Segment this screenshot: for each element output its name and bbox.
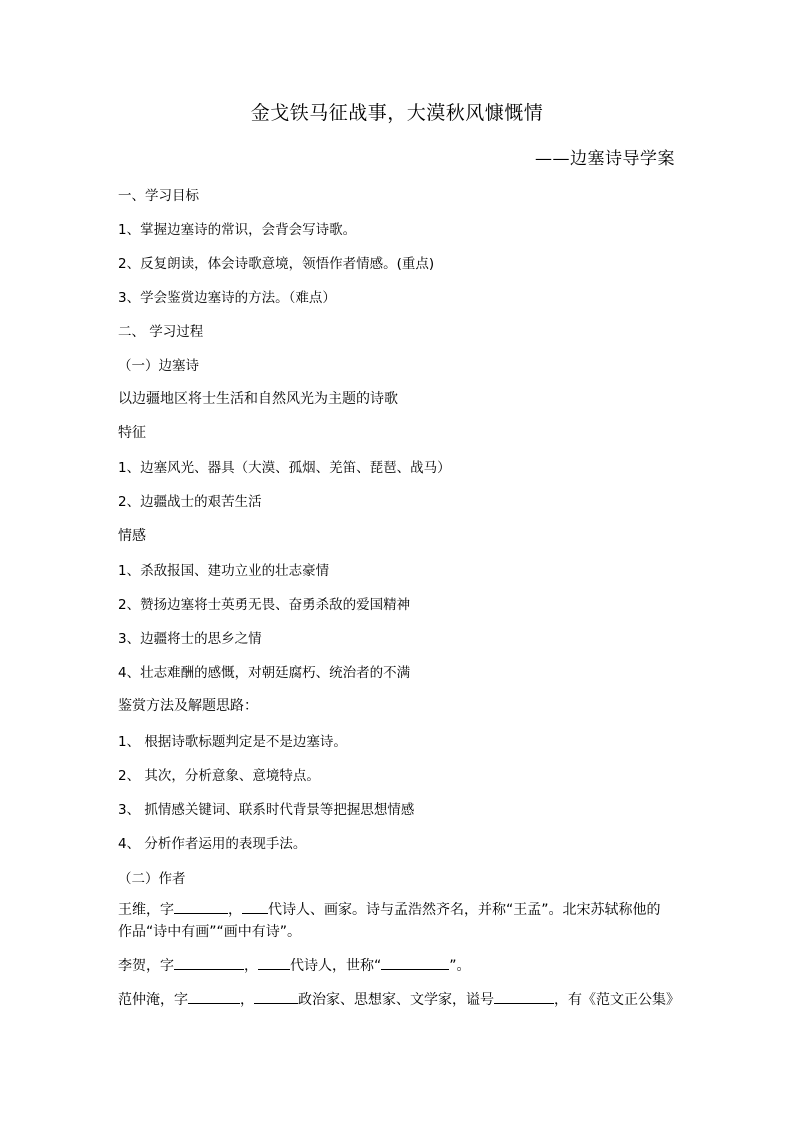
method-item: 4、 分析作者运用的表现手法。 — [118, 836, 307, 852]
lihe-text: ”。 — [449, 958, 471, 974]
objectives-heading: 一、学习目标 — [118, 188, 199, 204]
fill-blank[interactable] — [494, 989, 554, 1004]
emotion-item: 2、赞扬边塞将士英勇无畏、奋勇杀敌的爱国精神 — [118, 597, 411, 613]
feature-item: 1、边塞风光、器具（大漠、孤烟、羌笛、琵琶、战马） — [118, 460, 451, 476]
fanzhongyan-text: ，有《范文正公集》 — [554, 992, 680, 1008]
emotion-item: 1、杀敌报国、建功立业的壮志豪情 — [118, 563, 330, 579]
wangwei-text: 作品“诗中有画”“画中有诗”。 — [118, 924, 302, 940]
document-subtitle: ——边塞诗导学案 — [535, 149, 675, 169]
section2-heading: （二）作者 — [118, 871, 186, 887]
fanzhongyan-text: 范仲淹，字 — [118, 992, 188, 1008]
fill-blank[interactable] — [174, 955, 244, 970]
fill-blank[interactable] — [174, 899, 228, 914]
fanzhongyan-paragraph — [118, 989, 688, 1011]
fill-blank[interactable] — [254, 989, 298, 1004]
wangwei-text: ， — [228, 902, 242, 918]
features-heading: 特征 — [118, 425, 146, 441]
method-item: 2、 其次，分析意象、意境特点。 — [118, 768, 320, 784]
wangwei-text: 代诗人、画家。诗与孟浩然齐名，并称“王孟”。北宋苏轼称他的 — [268, 902, 661, 918]
lihe-text: ， — [244, 958, 258, 974]
fill-blank[interactable] — [258, 955, 290, 970]
fanzhongyan-text: 政治家、思想家、文学家，谥号 — [298, 992, 494, 1008]
wangwei-text: 王维，字 — [118, 902, 174, 918]
emotions-heading: 情感 — [118, 528, 146, 544]
method-item: 1、 根据诗歌标题判定是不是边塞诗。 — [118, 734, 347, 750]
lihe-text: 李贺，字 — [118, 958, 174, 974]
feature-item: 2、边疆战士的艰苦生活 — [118, 494, 262, 510]
emotion-item: 3、边疆将士的思乡之情 — [118, 631, 262, 647]
objective-item: 2、反复朗读，体会诗歌意境，领悟作者情感。(重点) — [118, 256, 435, 272]
document-title: 金戈铁马征战事，大漠秋风慷慨情 — [250, 102, 544, 124]
objective-item: 1、掌握边塞诗的常识，会背会写诗歌。 — [118, 222, 357, 238]
emotion-item: 4、壮志难酬的感慨，对朝廷腐朽、统治者的不满 — [118, 665, 411, 681]
objective-item: 3、学会鉴赏边塞诗的方法。（难点） — [118, 290, 336, 306]
section1-definition: 以边疆地区将士生活和自然风光为主题的诗歌 — [118, 391, 398, 407]
lihe-paragraph — [118, 955, 688, 977]
process-heading: 二、 学习过程 — [118, 324, 204, 340]
section1-heading: （一）边塞诗 — [118, 358, 199, 374]
lihe-text: 代诗人，世称“ — [290, 958, 382, 974]
method-item: 3、 抓情感关键词、联系时代背景等把握思想情感 — [118, 802, 415, 818]
fill-blank[interactable] — [381, 955, 449, 970]
fanzhongyan-text: ， — [240, 992, 254, 1008]
methods-heading: 鉴赏方法及解题思路： — [118, 698, 258, 714]
fill-blank[interactable] — [242, 899, 268, 914]
wangwei-paragraph — [118, 899, 688, 943]
fill-blank[interactable] — [188, 989, 240, 1004]
